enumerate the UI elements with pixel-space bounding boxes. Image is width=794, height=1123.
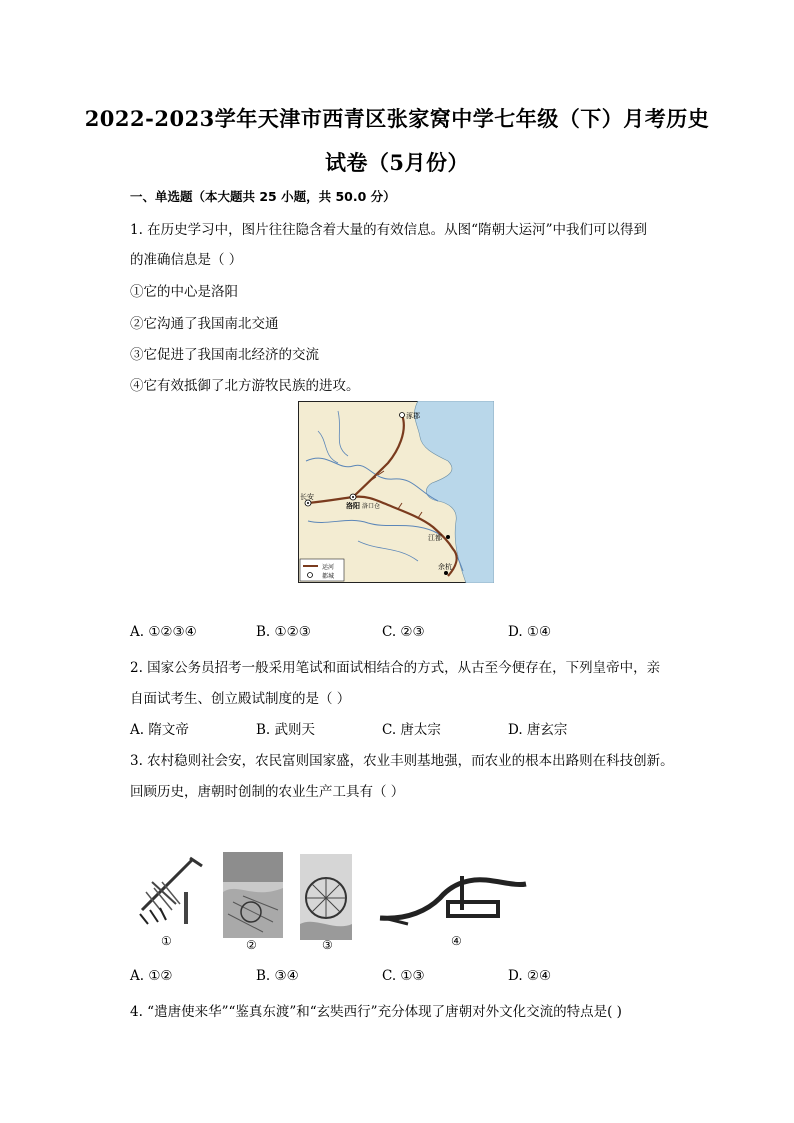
q1-statement-3: ③它促进了我国南北经济的交流 <box>130 347 319 363</box>
farm-tool-3-caption: ③ <box>322 938 333 952</box>
q3-stem-line1: 3. 农村稳则社会安，农民富则国家盛，农业丰则基地强，而农业的根本出路则在科技创新。 <box>130 753 674 769</box>
farm-tool-1-caption: ① <box>161 934 172 948</box>
q2-option-a[interactable]: A. 隋文帝 <box>130 722 189 738</box>
q1-statement-4: ④它有效抵御了北方游牧民族的进攻。 <box>130 378 360 394</box>
map-label-jiangdu: 江都 <box>428 534 442 542</box>
q3-option-a[interactable]: A. ①② <box>130 968 173 984</box>
farm-tool-2-caption: ② <box>246 938 257 952</box>
map-label-luoyang: 洛阳 <box>346 502 360 510</box>
q2-option-b[interactable]: B. 武则天 <box>256 722 316 738</box>
q2-option-c[interactable]: C. 唐太宗 <box>382 722 441 738</box>
q1-stem-line1: 1. 在历史学习中，图片往往隐含着大量的有效信息。从图“隋朝大运河”中我们可以得到 <box>130 222 647 238</box>
farm-tool-3-image <box>300 854 352 940</box>
q3-stem-line2: 回顾历史，唐朝时创制的农业生产工具有（ ） <box>130 784 405 800</box>
q1-option-c[interactable]: C. ②③ <box>382 624 425 640</box>
map-label-changan: 长安 <box>300 493 314 501</box>
q3-option-d[interactable]: D. ②④ <box>508 968 552 984</box>
q1-stem-line2: 的准确信息是（ ） <box>130 252 243 268</box>
map-legend-city: 都城 <box>322 573 335 580</box>
section-heading: 一、单选题（本大题共 25 小题，共 50.0 分） <box>130 189 396 204</box>
q1-statement-2: ②它沟通了我国南北交通 <box>130 316 279 332</box>
q1-option-b[interactable]: B. ①②③ <box>256 624 311 640</box>
grand-canal-map <box>298 401 494 583</box>
q1-statement-1: ①它的中心是洛阳 <box>130 284 238 300</box>
map-label-luokoucang: 洛口仓 <box>362 503 381 510</box>
map-label-zhuojun: 涿郡 <box>406 412 420 420</box>
q1-option-d[interactable]: D. ①④ <box>508 624 552 640</box>
q1-option-a[interactable]: A. ①②③④ <box>130 624 197 640</box>
farm-tool-4-caption: ④ <box>451 934 462 948</box>
q2-stem-line1: 2. 国家公务员招考一般采用笔试和面试相结合的方式，从古至今便存在，下列皇帝中，亲 <box>130 660 661 676</box>
farm-tool-4-image <box>378 862 528 932</box>
q4-stem-line1: 4. “遣唐使来华”“鉴真东渡”和“玄奘西行”充分体现了唐朝对外文化交流的特点是( ) <box>130 1004 622 1020</box>
farm-tool-1-image <box>132 852 210 932</box>
exam-title-line2: 试卷（5月份） <box>324 150 470 175</box>
map-legend-canal: 运河 <box>322 564 335 571</box>
farm-tool-2-image <box>223 852 283 938</box>
q2-option-d[interactable]: D. 唐玄宗 <box>508 722 568 738</box>
q3-option-c[interactable]: C. ①③ <box>382 968 425 984</box>
exam-title-line1: 2022-2023学年天津市西青区张家窝中学七年级（下）月考历史 <box>84 106 710 131</box>
q3-option-b[interactable]: B. ③④ <box>256 968 299 984</box>
map-label-yuhang: 余杭 <box>438 563 452 571</box>
q2-stem-line2: 自面试考生、创立殿试制度的是（ ） <box>130 691 351 707</box>
